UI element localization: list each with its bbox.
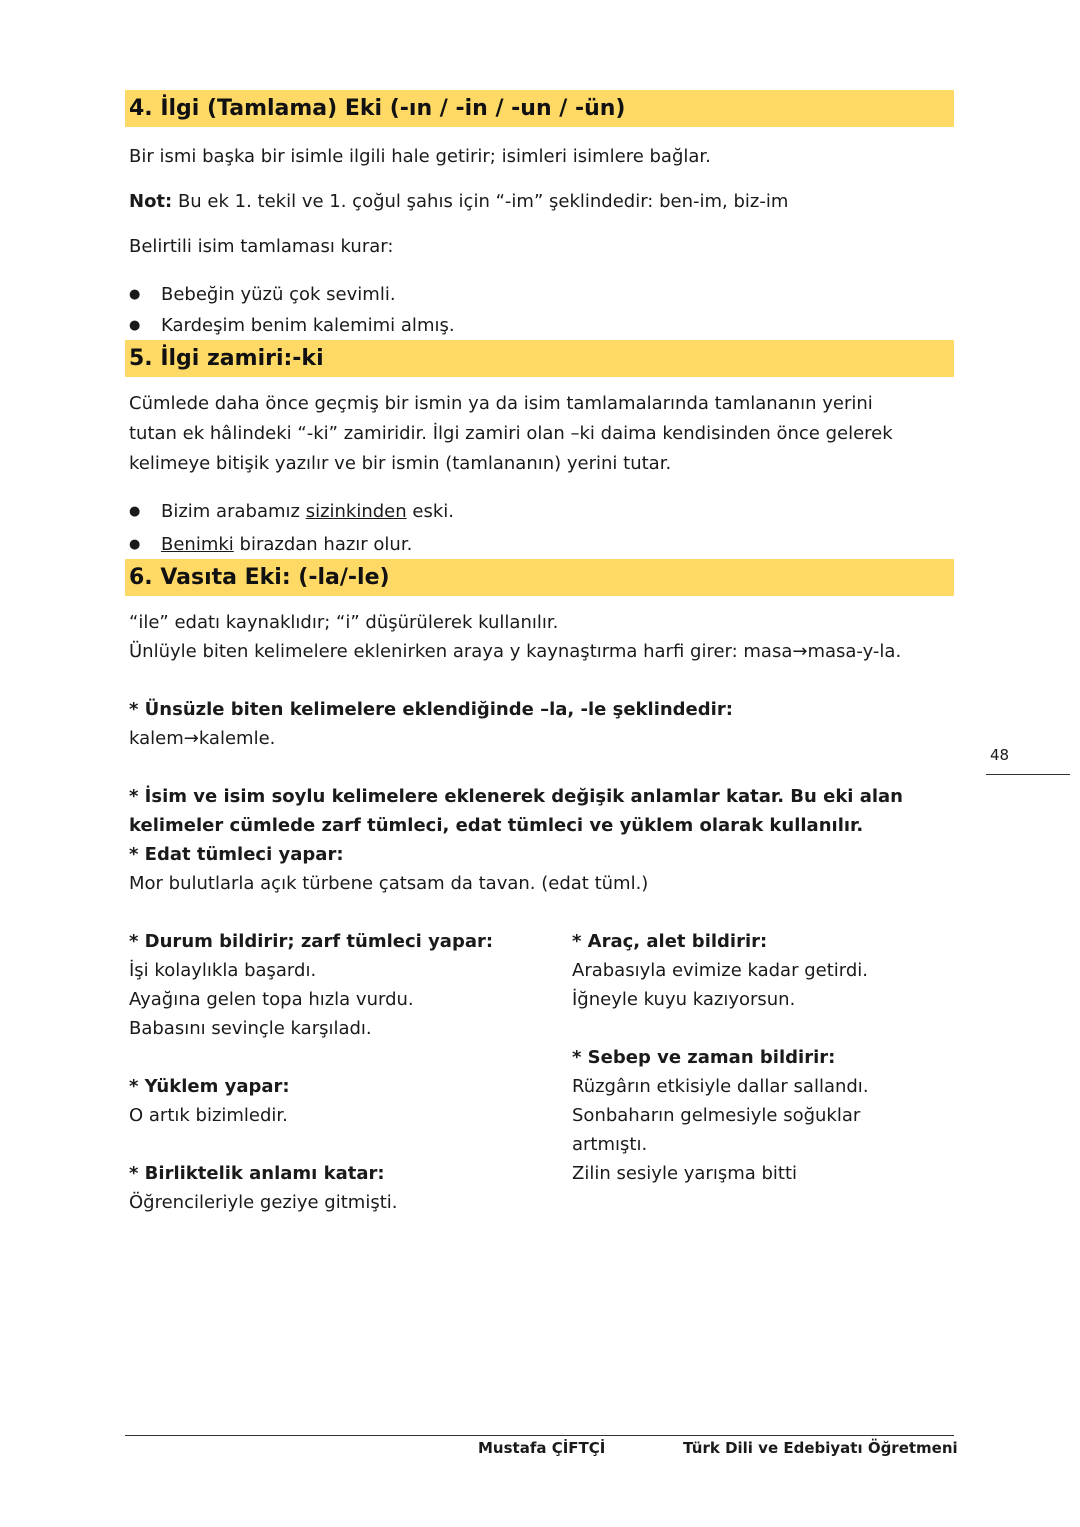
footer-rule bbox=[125, 1435, 954, 1436]
rule-example: Sonbaharın gelmesiyle soğuklar bbox=[572, 1105, 861, 1126]
rule-example: Zilin sesiyle yarışma bitti bbox=[572, 1163, 798, 1184]
page-number-rule bbox=[986, 774, 1070, 775]
text-line: “ile” edatı kaynaklıdır; “i” düşürülerek kullanılır. bbox=[129, 612, 559, 633]
rule-example: Rüzgârın etkisiyle dallar sallandı. bbox=[572, 1076, 869, 1097]
section-4-note bbox=[129, 187, 959, 217]
rule-title: kelimeler cümlede zarf tümleci, edat tümleci ve yüklem olarak kullanılır. bbox=[129, 815, 864, 836]
meaning-rule bbox=[129, 782, 959, 898]
text-line: Cümlede daha önce geçmiş bir ismin ya da isim tamlamalarında tamlananın yerini bbox=[129, 393, 873, 414]
note-text: Bu ek 1. tekil ve 1. çoğul şahıs için “-im” şeklindedir: ben-im, biz-im bbox=[172, 191, 789, 212]
text-segment: Bizim arabamız bbox=[161, 501, 306, 522]
rule-title: * Ünsüzle biten kelimelere eklendiğinde –la, -le şeklindedir: bbox=[129, 699, 733, 720]
list-item bbox=[129, 528, 454, 561]
rule-title: * Sebep ve zaman bildirir: bbox=[572, 1047, 836, 1068]
underlined-word: Benimki bbox=[161, 534, 234, 555]
rule-title: * Edat tümleci yapar: bbox=[129, 844, 344, 865]
text-line: Ünlüyle biten kelimelere eklenirken araya y kaynaştırma harfi girer: masa→masa-y-la. bbox=[129, 641, 902, 662]
rule-example: Öğrencileriyle geziye gitmişti. bbox=[129, 1192, 398, 1213]
section-4-examples bbox=[129, 279, 455, 341]
section-4-description: Bir ismi başka bir isimle ilgili hale getirir; isimleri isimlere bağlar. bbox=[129, 146, 711, 167]
text-segment: eski. bbox=[406, 501, 454, 522]
rule-title: * İsim ve isim soylu kelimelere eklenerek değişik anlamlar katar. Bu eki alan bbox=[129, 786, 903, 807]
rule-title: * Yüklem yapar: bbox=[129, 1076, 290, 1097]
list-item: ● Kardeşim benim kalemimi almış. bbox=[129, 310, 455, 341]
spacer bbox=[572, 1014, 869, 1043]
section-5-examples bbox=[129, 495, 454, 561]
rule-example: Ayağına gelen topa hızla vurdu. bbox=[129, 989, 414, 1010]
footer-author: Mustafa ÇİFTÇİ bbox=[478, 1439, 606, 1457]
list-item: ● Bebeğin yüzü çok sevimli. bbox=[129, 279, 455, 310]
rule-example: İğneyle kuyu kazıyorsun. bbox=[572, 989, 796, 1010]
rule-title: * Araç, alet bildirir: bbox=[572, 931, 768, 952]
consonant-rule bbox=[129, 695, 959, 753]
text-segment: birazdan hazır olur. bbox=[233, 534, 413, 555]
rule-example: artmıştı. bbox=[572, 1134, 648, 1155]
rule-example: kalem→kalemle. bbox=[129, 728, 276, 749]
text-line: tutan ek hâlindeki “-ki” zamiridir. İlgi zamiri olan –ki daima kendisinden önce gelerek bbox=[129, 423, 893, 444]
section-4-intro: Belirtili isim tamlaması kurar: bbox=[129, 236, 394, 257]
section-6-heading: 6. Vasıta Eki: (-la/-le) bbox=[125, 559, 954, 596]
rule-example: Mor bulutlarla açık türbene çatsam da tavan. (edat tüml.) bbox=[129, 873, 649, 894]
spacer bbox=[129, 1130, 493, 1159]
section-5-heading: 5. İlgi zamiri:-ki bbox=[125, 340, 954, 377]
spacer bbox=[129, 1043, 493, 1072]
section-4-heading: 4. İlgi (Tamlama) Eki (-ın / -in / -un / -ün) bbox=[125, 90, 954, 127]
footer-role: Türk Dili ve Edebiyatı Öğretmeni bbox=[683, 1439, 958, 1457]
underlined-word: sizinkinden bbox=[305, 501, 407, 522]
text-line: kelimeye bitişik yazılır ve bir ismin (tamlananın) yerini tutar. bbox=[129, 453, 672, 474]
section-5-description bbox=[129, 389, 959, 479]
rule-title: * Durum bildirir; zarf tümleci yapar: bbox=[129, 931, 494, 952]
section-6-intro bbox=[129, 608, 959, 666]
left-column bbox=[129, 927, 493, 1217]
rule-example: O artık bizimledir. bbox=[129, 1105, 288, 1126]
note-label: Not: bbox=[129, 191, 173, 212]
rule-title: * Birliktelik anlamı katar: bbox=[129, 1163, 385, 1184]
rule-example: İşi kolaylıkla başardı. bbox=[129, 960, 317, 981]
list-item bbox=[129, 495, 454, 528]
right-column bbox=[572, 927, 869, 1188]
page-number: 48 bbox=[990, 746, 1010, 764]
rule-example: Babasını sevinçle karşıladı. bbox=[129, 1018, 372, 1039]
rule-example: Arabasıyla evimize kadar getirdi. bbox=[572, 960, 868, 981]
